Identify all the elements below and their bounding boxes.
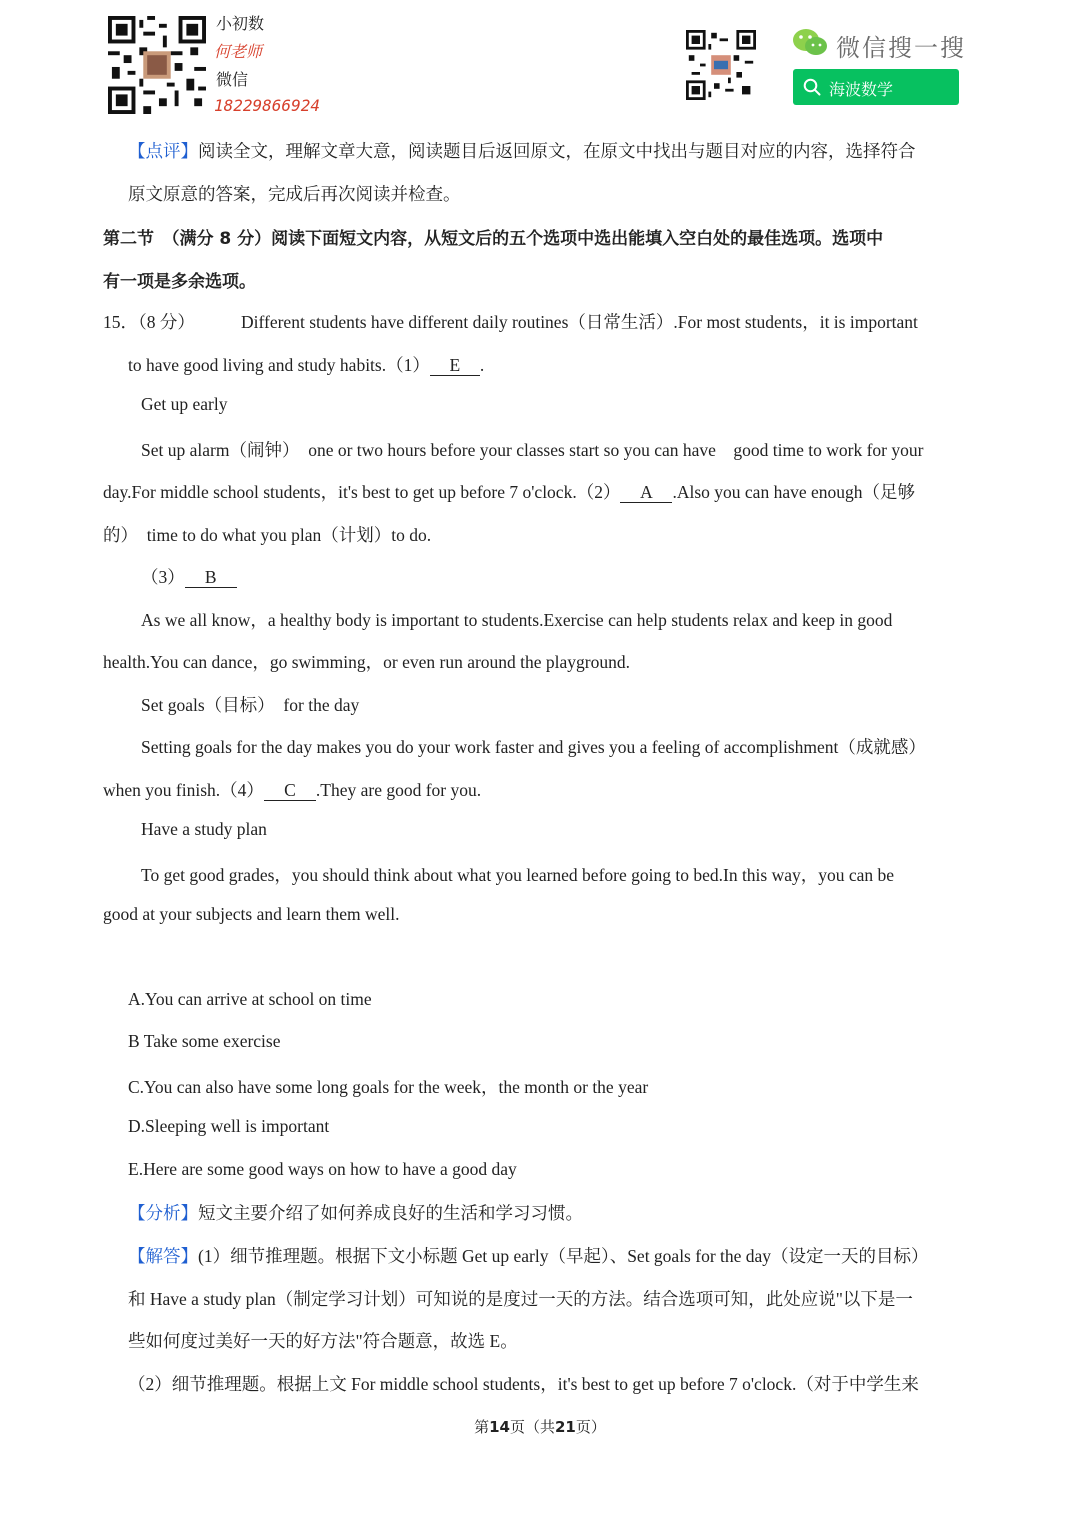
analysis-line (128, 1200, 583, 1225)
handwriting-line-2: 何老师 (214, 42, 263, 61)
paragraph-2-line-2: health.You can dance，go swimming，or even run around the playground. (103, 652, 630, 672)
page-total: 21 (555, 1418, 576, 1436)
analysis-tag: 【分析】 (128, 1203, 198, 1223)
option-a: A.You can arrive at school on time (128, 989, 372, 1009)
page-footer (0, 1416, 1080, 1437)
option-d: D.Sleeping well is important (128, 1116, 330, 1136)
solution-line-1 (128, 1243, 929, 1268)
wechat-logo-icon (792, 28, 828, 58)
footer-mid: 页（共 (509, 1418, 555, 1436)
page-number: 14 (489, 1418, 510, 1436)
handwriting-line-1: 小初数 (216, 14, 265, 33)
solution-line-3: 些如何度过美好一天的好方法"符合题意，故选 E。 (128, 1331, 518, 1351)
search-icon (803, 78, 821, 96)
comment-text: 阅读全文，理解文章大意，阅读题目后返回原文，在原文中找出与题目对应的内容，选择符合 (198, 141, 916, 161)
section-heading-line-1: 第二节 （满分 8 分）阅读下面短文内容，从短文后的五个选项中选出能填入空白处的最佳选项。选项中 (103, 229, 884, 249)
comment-tag: 【点评】 (128, 141, 198, 161)
handwriting-line-3: 微信 (216, 70, 249, 89)
phone-number: 18229866924 (214, 96, 320, 115)
solution-line-4: （2）细节推理题。根据上文 For middle school students，it's best to get up before 7 o'clock.（对于中学生来 (128, 1374, 919, 1394)
paragraph-3-line-2-pre: when you finish.（4） (103, 780, 264, 800)
paragraph-3-line-1: Setting goals for the day makes you do your work faster and gives you a feeling of accomplishment（成就感） (141, 737, 926, 757)
solution-text-1: (1）细节推理题。根据下文小标题 Get up early（早起）、Set goals for the day（设定一天的目标） (198, 1246, 929, 1266)
comment-line-1 (128, 138, 916, 163)
option-e: E.Here are some good ways on how to have a good day (128, 1159, 517, 1179)
option-c: C.You can also have some long goals for the week，the month or the year (128, 1077, 649, 1097)
paragraph-4-line-1: To get good grades，you should think about what you learned before going to bed.In this way，you can be (141, 865, 895, 885)
question-3-line (141, 564, 237, 589)
page-header (0, 0, 1080, 130)
section-heading-line-2: 有一项是多余选项。 (103, 272, 256, 292)
comment-line-2: 原文原意的答案，完成后再次阅读并检查。 (128, 184, 461, 204)
paragraph-1-line-2 (103, 479, 915, 504)
wechat-search-title: 微信搜一搜 (836, 34, 966, 62)
answer-blank-1: E (430, 355, 480, 376)
analysis-text: 短文主要介绍了如何养成良好的生活和学习习惯。 (198, 1203, 583, 1223)
paragraph-1-line-3: 的） time to do what you plan（计划）to do. (103, 525, 432, 545)
answer-blank-4: C (264, 780, 316, 801)
paragraph-1-line-2-pre: day.For middle school students，it's best to get up before 7 o'clock.（2） (103, 482, 621, 502)
subheading-study-plan: Have a study plan (141, 819, 267, 839)
wechat-search-button[interactable] (793, 69, 959, 105)
paragraph-1-line-2-post: .Also you can have enough（足够 (672, 482, 915, 502)
wechat-search-button-label: 海波数学 (829, 80, 894, 99)
question-15-line-1: Different students have different daily routines（日常生活）.For most students，it is important (241, 312, 918, 332)
qr-code-icon (108, 16, 206, 114)
answer-blank-3: B (185, 567, 237, 588)
question-15-label: 15．（8 分） (103, 312, 195, 332)
question-3-label: （3） (141, 567, 185, 587)
paragraph-4-line-2: good at your subjects and learn them well. (103, 904, 400, 924)
footer-post: 页） (575, 1418, 606, 1436)
solution-tag: 【解答】 (128, 1246, 198, 1266)
footer-pre: 第 (474, 1418, 490, 1436)
paragraph-3-line-2 (103, 777, 481, 802)
paragraph-1-line-1: Set up alarm（闹钟） one or two hours before your classes start so you can have good time to work for your (141, 440, 924, 460)
option-b: B Take some exercise (128, 1031, 281, 1051)
subheading-set-goals: Set goals（目标） for the day (141, 695, 360, 715)
paragraph-2-line-1: As we all know，a healthy body is important to students.Exercise can help students relax and keep in good (141, 610, 893, 630)
question-15-line-2-text: to have good living and study habits.（1） (128, 355, 430, 375)
question-15-line-2: to have good living and study habits.（1） E . (128, 355, 485, 375)
answer-blank-2: A (620, 482, 672, 503)
paragraph-3-line-2-post: .They are good for you. (315, 780, 482, 800)
subheading-get-up-early: Get up early (141, 394, 228, 414)
qr-code-icon-right (686, 30, 756, 100)
solution-line-2: 和 Have a study plan（制定学习计划）可知说的是度过一天的方法。结合选项可知，此处应说"以下是一 (128, 1289, 913, 1309)
